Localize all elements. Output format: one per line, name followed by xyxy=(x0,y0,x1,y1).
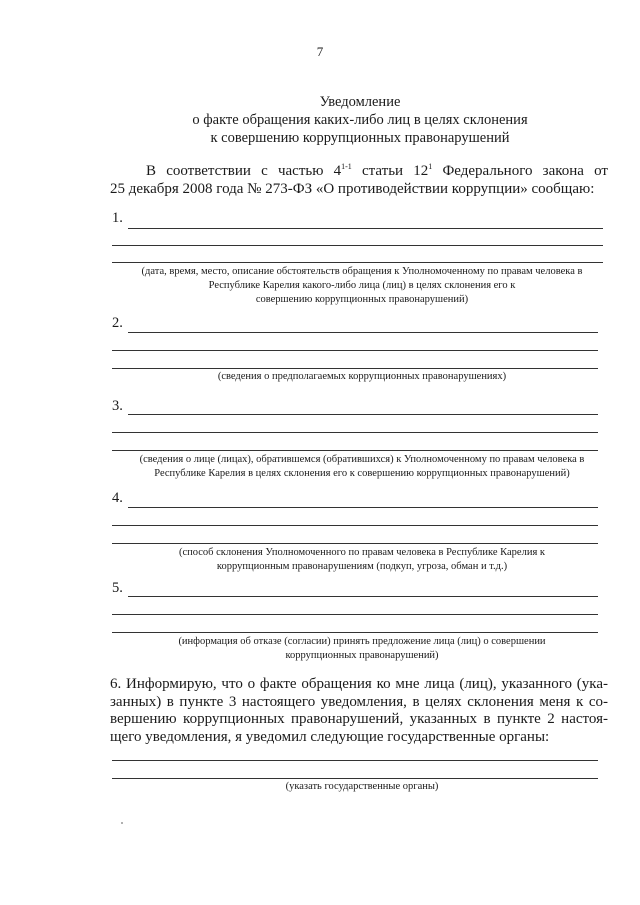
item-3-field-line-1[interactable] xyxy=(128,414,598,415)
title-line-2: о факте обращения каких-либо лиц в целях склонения xyxy=(192,112,528,128)
intro-line-1: В соответствии с частью 4$^{1-1}$ статьи $12^1$ Федерального закона от xyxy=(146,162,608,179)
item-2-caption: (сведения о предполагаемых коррупционных правонарушениях) xyxy=(217,371,507,382)
item-1-caption: (дата, время, место, описание обстоятельств обращения к Уполномоченному по правам человека в Республике Карелия какого-либо лица (лиц) в целях склонения его к совершению коррупционных правонарушений) xyxy=(141,266,583,305)
item-5-caption: (информация об отказе (согласии) принять предложение лица (лиц) о совершении коррупционных правонарушений) xyxy=(178,636,546,661)
item-5-field-line-2[interactable] xyxy=(112,614,598,615)
item-5-field-line-1[interactable] xyxy=(128,596,598,597)
intro-paragraph xyxy=(110,158,608,198)
item-3-number: 3. xyxy=(112,398,123,414)
item-2-field-line-1[interactable] xyxy=(128,332,598,333)
item-2-field-line-2[interactable] xyxy=(112,350,598,351)
item-5-number: 5. xyxy=(112,580,123,596)
item-2-field-line-3[interactable] xyxy=(112,368,598,369)
item-5-field-line-3[interactable] xyxy=(112,632,598,633)
para6-caption: (указать государственные органы) xyxy=(285,781,439,792)
item-4-field-line-2[interactable] xyxy=(112,525,598,526)
item-4-field-line-3[interactable] xyxy=(112,543,598,544)
item-3-caption: (сведения о лице (лицах), обратившемся (обратившихся) к Уполномоченному по правам человека в Республике Карелия в целях склонения его к совершению коррупционных правонарушений) xyxy=(139,454,585,479)
page-number: 7 xyxy=(316,44,324,59)
item-3-field-line-3[interactable] xyxy=(112,450,598,451)
item-1-field-line-2[interactable] xyxy=(112,245,603,246)
title-line-3: к совершению коррупционных правонарушений xyxy=(210,130,510,146)
title-line-1: Уведомление xyxy=(319,94,401,110)
item-2-number: 2. xyxy=(112,315,123,331)
item-4-field-line-1[interactable] xyxy=(128,507,598,508)
item-3-field-line-2[interactable] xyxy=(112,432,598,433)
intro-line-2: 25 декабря 2008 года № 273-ФЗ «О противодействии коррупции» сообщаю: xyxy=(110,181,595,197)
para6-field-line-1[interactable] xyxy=(112,760,598,761)
para6-field-line-2[interactable] xyxy=(112,778,598,779)
item-1-number: 1. xyxy=(112,210,123,226)
item-4-number: 4. xyxy=(112,490,123,506)
item-1-field-line-1[interactable] xyxy=(128,228,603,229)
item-4-caption: (способ склонения Уполномоченного по правам человека в Республике Карелия к коррупционным правонарушениям (подкуп, угроза, обман и т.д.) xyxy=(178,547,545,572)
item-1-field-line-3[interactable] xyxy=(112,262,603,263)
scan-speck xyxy=(121,822,123,824)
document-title xyxy=(60,93,640,147)
paragraph-6: 6. Информирую, что о факте обращения ко мне лица (лиц), указанного (ука- занных) в пункте 3 настоящего уведомления, в целях склонения меня к со- вершению коррупционных правонарушений, указанных в пункте 2 настоя- щего уведомления, я уведомил следующие государственные органы: xyxy=(110,676,608,745)
